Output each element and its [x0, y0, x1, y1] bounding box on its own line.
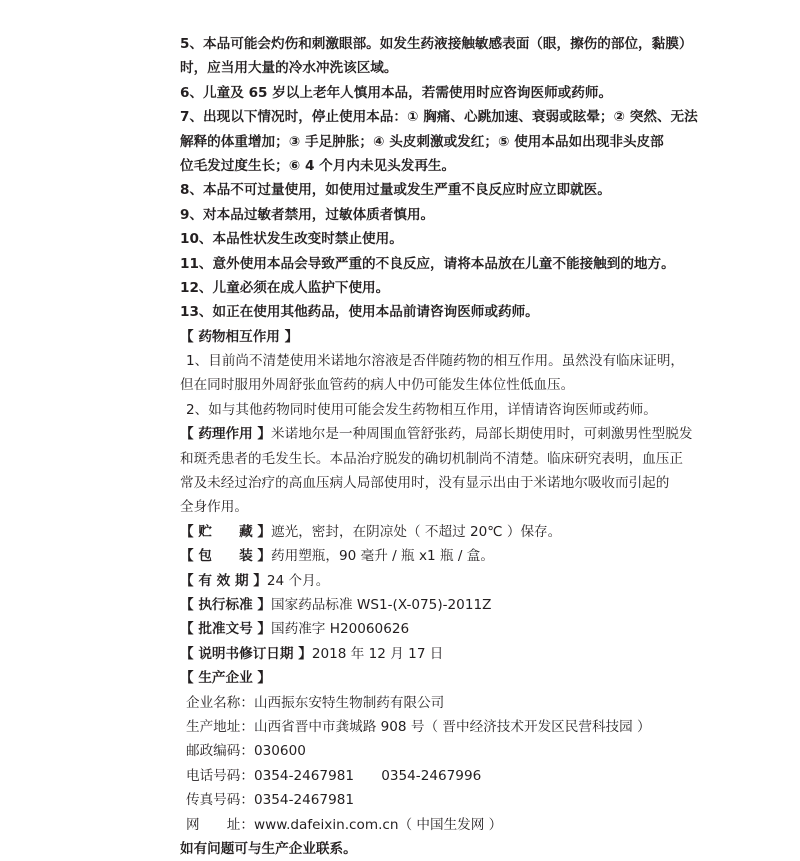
pharmacology-line: 全身作用。 [180, 499, 248, 516]
manufacturer-fax: 传真号码：0354-2467981 [186, 792, 355, 809]
manufacturer-phone: 电话号码：0354-2467981 0354-2467996 [186, 767, 482, 784]
precaution-line: 13、如正在使用其他药品，使用本品前请咨询医师或药师。 [180, 304, 539, 321]
precaution-line: 5、本品可能会灼伤和刺激眼部。如发生药液接触敏感表面（眼，擦伤的部位，黏膜） [180, 36, 693, 52]
standard-row [180, 593, 740, 617]
storage-heading: 【 贮 藏 】 [180, 523, 272, 540]
package-value: 药用塑瓶，90 毫升 / 瓶 x1 瓶 / 盒。 [271, 548, 494, 565]
precaution-line: 8、本品不可过量使用，如使用过量或发生严重不良反应时应立即就医。 [180, 182, 611, 199]
standard-value: 国家药品标准 WS1-(X-075)-2011Z [271, 596, 492, 613]
precaution-line: 10、本品性状发生改变时禁止使用。 [180, 231, 403, 248]
interactions-line: 1、目前尚不清楚使用米诺地尔溶液是否伴随药物的相互作用。虽然没有临床证明， [186, 353, 685, 370]
precaution-line: 11、意外使用本品会导致严重的不良反应，请将本品放在儿童不能接触到的地方。 [180, 255, 675, 272]
revision-heading: 【 说明书修订日期 】 [180, 645, 312, 662]
precaution-line: 位毛发过度生长；⑥ 4 个月内未见头发再生。 [180, 157, 456, 174]
precaution-line: 12、儿童必须在成人监护下使用。 [180, 279, 390, 296]
manufacturer-address: 生产地址：山西省晋中市龚城路 908 号（ 晋中经济技术开发区民营科技园 ） [186, 718, 651, 735]
package-row [180, 544, 740, 568]
revision-row [180, 642, 740, 666]
revision-value: 2018 年 12 月 17 日 [311, 645, 444, 662]
validity-row [180, 569, 740, 593]
standard-heading: 【 执行标准 】 [180, 596, 272, 613]
manufacturer-postcode: 邮政编码：030600 [186, 743, 306, 760]
precaution-line: 7、出现以下情况时，停止使用本品：① 胸痛、心跳加速、衰弱或眩晕；② 突然、无法 [180, 109, 698, 126]
interactions-line: 但在同时服用外周舒张血管药的病人中仍可能发生体位性低血压。 [180, 377, 575, 394]
precaution-line: 9、对本品过敏者禁用，过敏体质者慎用。 [180, 206, 435, 223]
interactions-line: 2、如与其他药物同时使用可能会发生药物相互作用，详情请咨询医师或药师。 [186, 401, 657, 418]
precaution-line: 时，应当用大量的冷水冲洗该区域。 [180, 60, 398, 77]
interactions-heading: 【 药物相互作用 】 [180, 328, 299, 345]
manufacturer-heading: 【 生产企业 】 [180, 670, 272, 687]
approval-row [180, 617, 740, 641]
storage-value: 遮光，密封，在阴凉处（ 不超过 20℃ ）保存。 [271, 523, 562, 540]
precaution-line: 解释的体重增加；③ 手足肿胀；④ 头皮刺激或发红；⑤ 使用本品如出现非头皮部 [180, 133, 664, 150]
pharmacology-heading: 【 药理作用 】 [180, 426, 272, 443]
instruction-leaflet [180, 32, 740, 861]
contact-note: 如有问题可与生产企业联系。 [180, 840, 357, 857]
approval-heading: 【 批准文号 】 [180, 621, 272, 638]
pharmacology-line: 常及未经过治疗的高血压病人局部使用时，没有显示出由于米诺地尔吸收而引起的 [180, 475, 670, 492]
storage-row [180, 520, 740, 544]
manufacturer-name: 企业名称：山西振东安特生物制药有限公司 [186, 694, 445, 711]
manufacturer-website: 网 址：www.dafeixin.com.cn（ 中国生发网 ） [186, 816, 503, 833]
pharmacology-first-line: 米诺地尔是一种周围血管舒张药，局部长期使用时，可刺激男性型脱发 [271, 426, 693, 443]
pharmacology-line: 和斑秃患者的毛发生长。本品治疗脱发的确切机制尚不清楚。临床研究表明，血压正 [180, 450, 683, 467]
precaution-line: 6、儿童及 65 岁以上老年人慎用本品，若需使用时应咨询医师或药师。 [180, 84, 613, 101]
pharmacology-row [180, 422, 740, 446]
approval-value: 国药准字 H20060626 [271, 621, 410, 638]
validity-heading: 【 有 效 期 】 [180, 572, 267, 589]
validity-value: 24 个月。 [266, 572, 330, 589]
package-heading: 【 包 装 】 [180, 548, 272, 565]
